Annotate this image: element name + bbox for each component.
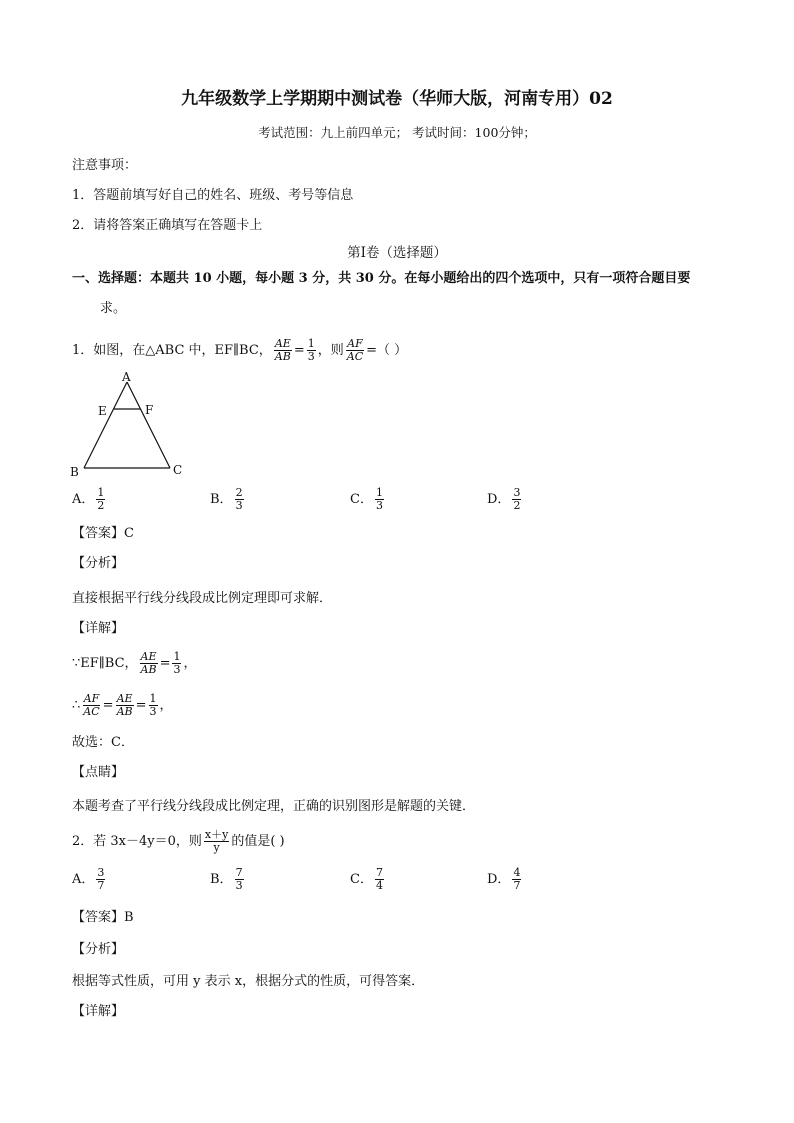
section-title: 第I卷（选择题） <box>347 245 447 261</box>
q2-option-b-num: 7 <box>235 866 243 879</box>
q1-detail1-eq: = <box>159 656 171 671</box>
q1-detail2-frac1-den: AC <box>83 705 100 718</box>
page-title: 九年级数学上学期期中测试卷（华师大版，河南专用）02 <box>181 89 613 109</box>
q1-option-d-den: 2 <box>513 499 521 512</box>
q1-comment-heading: 【点睛】 <box>72 765 125 780</box>
q2-option-a-label: A． <box>72 872 95 887</box>
q2-option-c-den: 4 <box>375 879 383 892</box>
vertex-b-label: B <box>70 465 79 479</box>
q1-fraction-value <box>307 338 316 363</box>
q1-option-a-num: 1 <box>97 486 105 499</box>
notice-item-1: 1．答题前填写好自己的姓名、班级、考号等信息 <box>72 188 354 203</box>
q1-detail1-val-den: 3 <box>173 663 181 676</box>
question-2-stem <box>72 829 285 854</box>
q1-option-b[interactable] <box>210 487 246 512</box>
q1-detail1-frac-den: AB <box>140 663 157 676</box>
vertex-a-label: A <box>122 370 131 384</box>
q1-detail2-frac2-den: AB <box>116 705 133 718</box>
q1-fraction-ae-ab <box>274 338 292 363</box>
q1-answer: 【答案】C <box>72 526 134 541</box>
q1-option-d[interactable] <box>487 487 523 512</box>
q1-option-d-label: D． <box>487 492 511 507</box>
q1-analysis: 直接根据平行线分线段成比例定理即可求解． <box>72 591 333 606</box>
q1-detail1-prefix: ∵EF∥BC， <box>72 656 138 671</box>
q2-option-a-num: 3 <box>97 866 105 879</box>
question-1-stem <box>72 338 407 363</box>
q1-detail2-val-num: 1 <box>149 692 157 705</box>
q1-frac2-den: AC <box>346 350 364 363</box>
q1-detail1-frac-num: AE <box>140 650 157 663</box>
q1-val-num: 1 <box>307 337 315 350</box>
section-instruction-cont: 求。 <box>100 301 127 316</box>
q1-detail2-eq2: = <box>135 698 147 713</box>
q1-option-a[interactable] <box>72 487 107 512</box>
q2-frac-den: y <box>213 841 220 854</box>
q1-analysis-heading: 【分析】 <box>72 556 125 571</box>
q1-mid: ，则 <box>317 343 344 358</box>
q1-conclusion: 故选：C． <box>72 735 134 750</box>
q2-prefix: 2．若 3x－4y＝0，则 <box>72 834 202 849</box>
q2-analysis-heading: 【分析】 <box>72 942 125 957</box>
triangle-figure <box>64 368 194 480</box>
q2-option-b-label: B． <box>210 872 233 887</box>
q1-option-b-den: 3 <box>235 499 243 512</box>
notice-heading: 注意事项： <box>72 158 138 173</box>
q1-option-b-label: B． <box>210 492 233 507</box>
q2-option-b[interactable] <box>210 867 246 892</box>
exam-info: 考试范围：九上前四单元； 考试时间：100分钟； <box>258 125 536 140</box>
q1-option-b-num: 2 <box>235 486 243 499</box>
q1-frac1-num: AE <box>274 337 291 350</box>
section-instruction: 一、选择题：本题共 10 小题，每小题 3 分，共 30 分。在每小题给出的四个选项中，只有一项符合题目要 <box>72 271 691 286</box>
q2-tail: 的值是( ) <box>231 834 285 849</box>
point-f-label: F <box>145 403 154 417</box>
q1-comment: 本题考查了平行线分线段成比例定理，正确的识别图形是解题的关键． <box>72 799 476 814</box>
q1-option-c-den: 3 <box>375 499 383 512</box>
vertex-c-label: C <box>173 463 183 477</box>
q1-tail: =（ ） <box>366 343 408 358</box>
q1-option-a-label: A． <box>72 492 95 507</box>
q1-detail-line-1 <box>72 651 196 676</box>
q1-option-c-num: 1 <box>375 486 383 499</box>
q1-eq: = <box>293 343 305 358</box>
q2-answer: 【答案】B <box>72 910 134 925</box>
q1-detail2-frac1-num: AF <box>83 692 100 705</box>
q2-analysis: 根据等式性质，可用 y 表示 x，根据分式的性质，可得答案． <box>72 974 425 989</box>
q1-option-d-num: 3 <box>513 486 521 499</box>
q1-detail2-prefix: ∴ <box>72 698 81 713</box>
q1-prefix: 1．如图，在△ABC 中，EF∥BC， <box>72 343 272 358</box>
point-e-label: E <box>98 404 107 418</box>
q1-detail2-val-den: 3 <box>149 705 157 718</box>
q1-val-den: 3 <box>307 350 315 363</box>
q2-option-b-den: 3 <box>235 879 243 892</box>
q1-detail2-eq1: = <box>102 698 114 713</box>
q2-frac-num: x＋y <box>204 828 229 841</box>
notice-item-2: 2．请将答案正确填写在答题卡上 <box>72 218 263 233</box>
q2-option-c[interactable] <box>350 867 386 892</box>
q2-option-c-num: 7 <box>375 866 383 879</box>
q2-option-a[interactable] <box>72 867 107 892</box>
q1-detail1-val-num: 1 <box>173 650 181 663</box>
q2-option-d-den: 7 <box>513 879 521 892</box>
q2-detail-heading: 【详解】 <box>72 1004 125 1019</box>
q1-option-a-den: 2 <box>97 499 105 512</box>
q1-fraction-af-ac <box>346 338 364 363</box>
q1-detail2-frac2-num: AE <box>116 692 133 705</box>
q2-option-d-label: D． <box>487 872 511 887</box>
q2-option-d-num: 4 <box>513 866 521 879</box>
q2-option-c-label: C． <box>350 872 373 887</box>
q1-detail2-tail: ， <box>159 698 173 713</box>
q1-option-c[interactable] <box>350 487 386 512</box>
q1-detail-line-2 <box>72 693 173 718</box>
q2-option-a-den: 7 <box>97 879 105 892</box>
q1-frac2-num: AF <box>347 337 363 350</box>
q2-option-d[interactable] <box>487 867 523 892</box>
q1-detail-heading: 【详解】 <box>72 621 125 636</box>
q1-option-c-label: C． <box>350 492 373 507</box>
q1-detail1-tail: ， <box>183 656 197 671</box>
q1-frac1-den: AB <box>274 350 291 363</box>
